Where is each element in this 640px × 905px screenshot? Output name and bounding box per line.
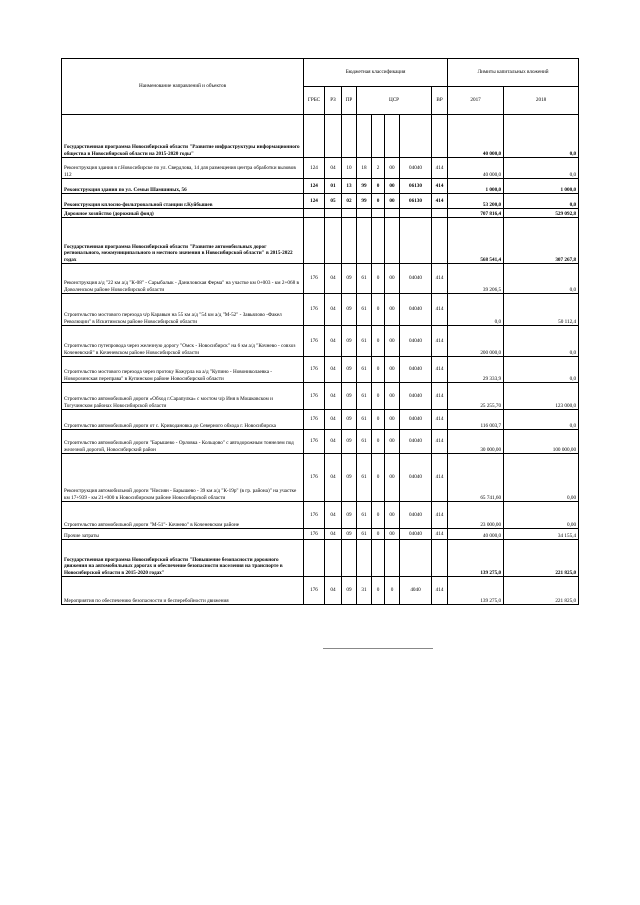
row-name: Строительство автомобильной дороги «Обход г.Сарапулка» с мостом ч/р Иня в Мошковском и Тогучинском районах Новосибирской области bbox=[62, 383, 304, 410]
code-csr-1: 61 bbox=[357, 410, 372, 430]
code-vr: 414 bbox=[432, 158, 448, 179]
value-2018: 0,00 bbox=[504, 502, 579, 529]
budget-document bbox=[61, 58, 578, 605]
header-vr: ВР bbox=[432, 87, 448, 115]
code-csr-2: 0 bbox=[372, 294, 385, 326]
code-vr: 414 bbox=[432, 294, 448, 326]
code-pr: 13 bbox=[342, 179, 357, 194]
value-2018: 0,0 bbox=[504, 357, 579, 383]
code-pr: 09 bbox=[342, 454, 357, 502]
code-rz bbox=[325, 209, 342, 218]
row-name: Прочие затраты bbox=[62, 529, 304, 540]
code-rz: 04 bbox=[325, 529, 342, 540]
code-pr: 09 bbox=[342, 577, 357, 605]
row-name: Реконструкция а/д "22 км а/д "К-08" - Сарыбалык - Даниловская Ферма" на участке км 0+003 - км 2+068 в Доволенском районе Новосибирской области bbox=[62, 264, 304, 294]
row-name: Мероприятия по обеспечению безопасности и бесперебойности движения bbox=[62, 577, 304, 605]
header-year-2018: 2018 bbox=[504, 87, 579, 115]
code-csr-1 bbox=[357, 218, 372, 264]
table-row bbox=[62, 294, 579, 326]
value-2017: 53 200,0 bbox=[448, 194, 504, 209]
code-grbs: 176 bbox=[304, 577, 325, 605]
value-2017: 1 000,0 bbox=[448, 179, 504, 194]
row-name: Строительство мостового перехода через протоку Кожурла на а/д "Купино - Новониколаевка - Новорозинская переправа" в Купинском районе Новосибирской области bbox=[62, 357, 304, 383]
value-2017: 40 000,0 bbox=[448, 529, 504, 540]
code-csr-4 bbox=[400, 540, 432, 577]
value-2017: 139 275,0 bbox=[448, 540, 504, 577]
table-row bbox=[62, 529, 579, 540]
code-grbs: 176 bbox=[304, 294, 325, 326]
row-name: Реконструкция здания в г.Новосибирске по ул. Свердлова, 14 для размещения центра обработки вызовов 112 bbox=[62, 158, 304, 179]
code-grbs: 124 bbox=[304, 158, 325, 179]
code-pr: 09 bbox=[342, 264, 357, 294]
table-row bbox=[62, 209, 579, 218]
table-row bbox=[62, 577, 579, 605]
table-row bbox=[62, 540, 579, 577]
code-csr-4: 04040 bbox=[400, 410, 432, 430]
row-name: Строительство автомобильной дороги "Барышево - Орловка - Кольцово" с автодорожным тоннелем под железной дорогой, Новосибирский район bbox=[62, 430, 304, 454]
code-csr-2: 0 bbox=[372, 577, 385, 605]
code-csr-4 bbox=[400, 218, 432, 264]
code-csr-4: 04040 bbox=[400, 357, 432, 383]
code-csr-3 bbox=[385, 115, 400, 158]
value-2018: 307 267,8 bbox=[504, 218, 579, 264]
table-row bbox=[62, 264, 579, 294]
code-csr-1: 61 bbox=[357, 264, 372, 294]
value-2018: 0,0 bbox=[504, 115, 579, 158]
table-row bbox=[62, 179, 579, 194]
code-csr-3: 00 bbox=[385, 294, 400, 326]
code-csr-4: 04040 bbox=[400, 454, 432, 502]
value-2018: 100 000,00 bbox=[504, 430, 579, 454]
code-csr-1: 61 bbox=[357, 502, 372, 529]
code-rz: 04 bbox=[325, 357, 342, 383]
code-csr-3: 00 bbox=[385, 158, 400, 179]
code-pr bbox=[342, 540, 357, 577]
code-csr-3: 00 bbox=[385, 179, 400, 194]
code-pr: 09 bbox=[342, 430, 357, 454]
code-csr-3: 00 bbox=[385, 502, 400, 529]
code-csr-2: 2 bbox=[372, 158, 385, 179]
code-grbs: 176 bbox=[304, 430, 325, 454]
code-csr-3: 00 bbox=[385, 194, 400, 209]
value-2017: 707 816,4 bbox=[448, 209, 504, 218]
code-csr-1: 61 bbox=[357, 430, 372, 454]
row-name: Строительство автомобильной дороги "М-51"- Кочнево" в Коченевском районе bbox=[62, 502, 304, 529]
row-name: Строительство путепровода через железную дорогу "Омск - Новосибирск" на 6 км а/д "Кочнево - совхоз Коченевский" в Коченевском районе Новосибирской области bbox=[62, 326, 304, 357]
code-rz: 04 bbox=[325, 326, 342, 357]
code-csr-1: 61 bbox=[357, 326, 372, 357]
code-vr bbox=[432, 209, 448, 218]
code-rz: 04 bbox=[325, 264, 342, 294]
code-pr: 09 bbox=[342, 357, 357, 383]
code-csr-1: 61 bbox=[357, 294, 372, 326]
code-rz: 05 bbox=[325, 194, 342, 209]
code-vr: 414 bbox=[432, 264, 448, 294]
code-grbs: 124 bbox=[304, 194, 325, 209]
code-csr-3: 00 bbox=[385, 430, 400, 454]
value-2018: 0,0 bbox=[504, 326, 579, 357]
value-2017: 116 003,7 bbox=[448, 410, 504, 430]
table-row bbox=[62, 194, 579, 209]
value-2018: 0,0 bbox=[504, 264, 579, 294]
code-rz bbox=[325, 218, 342, 264]
code-csr-1 bbox=[357, 209, 372, 218]
code-csr-3: 00 bbox=[385, 454, 400, 502]
value-2017: 568 541,4 bbox=[448, 218, 504, 264]
row-name: Реконструкция автомобильной дороги "Нисиян - Барышево - 39 км а/д "К-19р" (в гр. района)" на участке км 17+939 - км 21+000 в Новосибирском районе Новосибирской области bbox=[62, 454, 304, 502]
code-rz: 04 bbox=[325, 454, 342, 502]
code-csr-4: 04040 bbox=[400, 529, 432, 540]
code-csr-4: 06130 bbox=[400, 194, 432, 209]
code-rz bbox=[325, 540, 342, 577]
row-name: Строительство мостового перехода ч/р Каравын на 55 км а/д "54 км а/д "М-52" - Завьялово -Факел Революции" в Искитимском районе Новосибирской области bbox=[62, 294, 304, 326]
code-pr: 10 bbox=[342, 158, 357, 179]
code-csr-4: 04040 bbox=[400, 430, 432, 454]
code-vr bbox=[432, 540, 448, 577]
code-vr: 414 bbox=[432, 179, 448, 194]
code-pr bbox=[342, 115, 357, 158]
code-vr: 414 bbox=[432, 194, 448, 209]
code-csr-1 bbox=[357, 540, 372, 577]
value-2017: 39 206,5 bbox=[448, 264, 504, 294]
code-grbs: 176 bbox=[304, 326, 325, 357]
code-vr: 414 bbox=[432, 430, 448, 454]
code-grbs: 176 bbox=[304, 529, 325, 540]
code-csr-3: 00 bbox=[385, 410, 400, 430]
header-pr: ПР bbox=[342, 87, 357, 115]
code-csr-2 bbox=[372, 115, 385, 158]
row-name: Государственная программа Новосибирской области "Развитие автомобильных дорог регионального, межмуниципального и местного значения в Новосибирской области" в 2015-2022 годах bbox=[62, 218, 304, 264]
value-2018: 0,0 bbox=[504, 158, 579, 179]
code-grbs: 176 bbox=[304, 357, 325, 383]
code-pr: 09 bbox=[342, 383, 357, 410]
code-csr-4: 06130 bbox=[400, 179, 432, 194]
code-csr-2: 0 bbox=[372, 383, 385, 410]
header-grbs: ГРБС bbox=[304, 87, 325, 115]
value-2018: 0,0 bbox=[504, 194, 579, 209]
code-rz: 04 bbox=[325, 502, 342, 529]
code-rz bbox=[325, 115, 342, 158]
code-csr-4: 04040 bbox=[400, 383, 432, 410]
value-2017: 200 000,0 bbox=[448, 326, 504, 357]
code-csr-2: 0 bbox=[372, 194, 385, 209]
code-pr: 02 bbox=[342, 194, 357, 209]
code-grbs bbox=[304, 115, 325, 158]
row-name: Реконструкция здания по ул. Семьи Шамшиных, 56 bbox=[62, 179, 304, 194]
code-csr-3 bbox=[385, 540, 400, 577]
code-grbs: 124 bbox=[304, 179, 325, 194]
code-csr-1: 31 bbox=[357, 577, 372, 605]
code-rz: 04 bbox=[325, 294, 342, 326]
code-csr-2: 0 bbox=[372, 454, 385, 502]
code-pr: 09 bbox=[342, 326, 357, 357]
code-csr-3: 00 bbox=[385, 383, 400, 410]
code-vr: 414 bbox=[432, 410, 448, 430]
code-csr-2: 0 bbox=[372, 179, 385, 194]
code-pr: 09 bbox=[342, 410, 357, 430]
value-2017: 65 741,60 bbox=[448, 454, 504, 502]
row-name: Государственная программа Новосибирской области "Повышение безопасности дорожного движения на автомобильных дорогах и обеспечение безопасности населения на транспорте в Новосибирской области в 2015-2020 годах" bbox=[62, 540, 304, 577]
code-csr-2: 0 bbox=[372, 502, 385, 529]
code-csr-3 bbox=[385, 218, 400, 264]
value-2017: 40 000,0 bbox=[448, 158, 504, 179]
code-csr-2: 0 bbox=[372, 326, 385, 357]
code-vr: 414 bbox=[432, 502, 448, 529]
table-row bbox=[62, 218, 579, 264]
code-rz: 04 bbox=[325, 430, 342, 454]
header-year-2017: 2017 bbox=[448, 87, 504, 115]
code-csr-1: 99 bbox=[357, 179, 372, 194]
value-2017: 29 333,9 bbox=[448, 357, 504, 383]
code-grbs bbox=[304, 540, 325, 577]
code-rz: 01 bbox=[325, 179, 342, 194]
page-footer-line bbox=[323, 648, 433, 649]
table-row bbox=[62, 430, 579, 454]
value-2018: 1 000,0 bbox=[504, 179, 579, 194]
header-name: Наименование направлений и объектов bbox=[62, 59, 304, 115]
code-csr-4: 04040 bbox=[400, 502, 432, 529]
table-row bbox=[62, 115, 579, 158]
table-row bbox=[62, 502, 579, 529]
value-2018: 50 112,4 bbox=[504, 294, 579, 326]
code-csr-1: 61 bbox=[357, 383, 372, 410]
code-pr: 09 bbox=[342, 294, 357, 326]
code-csr-4: 04040 bbox=[400, 158, 432, 179]
value-2018: 221 825,0 bbox=[504, 540, 579, 577]
code-csr-1: 18 bbox=[357, 158, 372, 179]
table-row bbox=[62, 357, 579, 383]
code-csr-1: 61 bbox=[357, 454, 372, 502]
code-csr-4: 04040 bbox=[400, 326, 432, 357]
code-csr-3: 00 bbox=[385, 326, 400, 357]
code-vr bbox=[432, 115, 448, 158]
code-grbs: 176 bbox=[304, 383, 325, 410]
header-capital-limits: Лимиты капитальных вложений bbox=[448, 59, 579, 87]
row-name: Дорожное хозяйство (дорожный фонд) bbox=[62, 209, 304, 218]
table-row bbox=[62, 454, 579, 502]
table-row bbox=[62, 158, 579, 179]
code-csr-3: 00 bbox=[385, 357, 400, 383]
value-2017: 40 000,0 bbox=[448, 115, 504, 158]
value-2017: 139 275,0 bbox=[448, 577, 504, 605]
code-grbs: 176 bbox=[304, 410, 325, 430]
code-csr-2: 0 bbox=[372, 529, 385, 540]
header-rz: РЗ bbox=[325, 87, 342, 115]
code-csr-1: 61 bbox=[357, 529, 372, 540]
code-vr: 414 bbox=[432, 454, 448, 502]
code-pr bbox=[342, 209, 357, 218]
value-2017: 0,0 bbox=[448, 294, 504, 326]
code-vr: 414 bbox=[432, 326, 448, 357]
code-csr-4 bbox=[400, 209, 432, 218]
value-2017: 23 000,00 bbox=[448, 502, 504, 529]
value-2018: 123 000,0 bbox=[504, 383, 579, 410]
value-2018: 0,00 bbox=[504, 454, 579, 502]
code-rz: 04 bbox=[325, 158, 342, 179]
table-row bbox=[62, 326, 579, 357]
code-vr: 414 bbox=[432, 529, 448, 540]
value-2018: 0,0 bbox=[504, 410, 579, 430]
code-csr-2 bbox=[372, 209, 385, 218]
code-csr-1 bbox=[357, 115, 372, 158]
row-name: Строительство автомобильной дороги от с. Криводановка до Северного обхода г. Новосибирска bbox=[62, 410, 304, 430]
code-csr-4: 4040 bbox=[400, 577, 432, 605]
code-grbs bbox=[304, 218, 325, 264]
code-csr-2: 0 bbox=[372, 430, 385, 454]
code-grbs: 176 bbox=[304, 264, 325, 294]
code-csr-3 bbox=[385, 209, 400, 218]
code-pr: 09 bbox=[342, 529, 357, 540]
code-csr-2 bbox=[372, 540, 385, 577]
table-row bbox=[62, 383, 579, 410]
value-2018: 221 825,0 bbox=[504, 577, 579, 605]
code-csr-1: 99 bbox=[357, 194, 372, 209]
code-grbs: 176 bbox=[304, 454, 325, 502]
code-csr-4: 04040 bbox=[400, 264, 432, 294]
value-2017: 30 000,00 bbox=[448, 430, 504, 454]
code-csr-1: 61 bbox=[357, 357, 372, 383]
code-rz: 04 bbox=[325, 383, 342, 410]
code-vr: 414 bbox=[432, 383, 448, 410]
code-vr bbox=[432, 218, 448, 264]
code-grbs: 176 bbox=[304, 502, 325, 529]
code-grbs bbox=[304, 209, 325, 218]
code-csr-3: 0 bbox=[385, 577, 400, 605]
row-name: Государственная программа Новосибирской области "Развитие инфраструктуры информационного общества в Новосибирской области на 2015-2020 годы" bbox=[62, 115, 304, 158]
code-vr: 414 bbox=[432, 357, 448, 383]
capital-investment-table bbox=[61, 58, 579, 605]
code-csr-2: 0 bbox=[372, 357, 385, 383]
code-rz: 04 bbox=[325, 410, 342, 430]
code-pr bbox=[342, 218, 357, 264]
code-csr-2: 0 bbox=[372, 410, 385, 430]
code-vr: 414 bbox=[432, 577, 448, 605]
code-csr-3: 00 bbox=[385, 264, 400, 294]
code-csr-3: 00 bbox=[385, 529, 400, 540]
code-csr-2 bbox=[372, 218, 385, 264]
row-name: Реконструкция кплосно-фильтровальной станции г.Куйбышев bbox=[62, 194, 304, 209]
code-csr-4 bbox=[400, 115, 432, 158]
code-csr-2: 0 bbox=[372, 264, 385, 294]
header-budget-classification: Бюджетная классификация bbox=[304, 59, 448, 87]
code-rz: 04 bbox=[325, 577, 342, 605]
value-2018: 34 155,4 bbox=[504, 529, 579, 540]
code-csr-4: 04040 bbox=[400, 294, 432, 326]
code-pr: 09 bbox=[342, 502, 357, 529]
table-row bbox=[62, 410, 579, 430]
value-2018: 529 092,8 bbox=[504, 209, 579, 218]
header-csr: ЦСР bbox=[357, 87, 432, 115]
value-2017: 25 255,70 bbox=[448, 383, 504, 410]
